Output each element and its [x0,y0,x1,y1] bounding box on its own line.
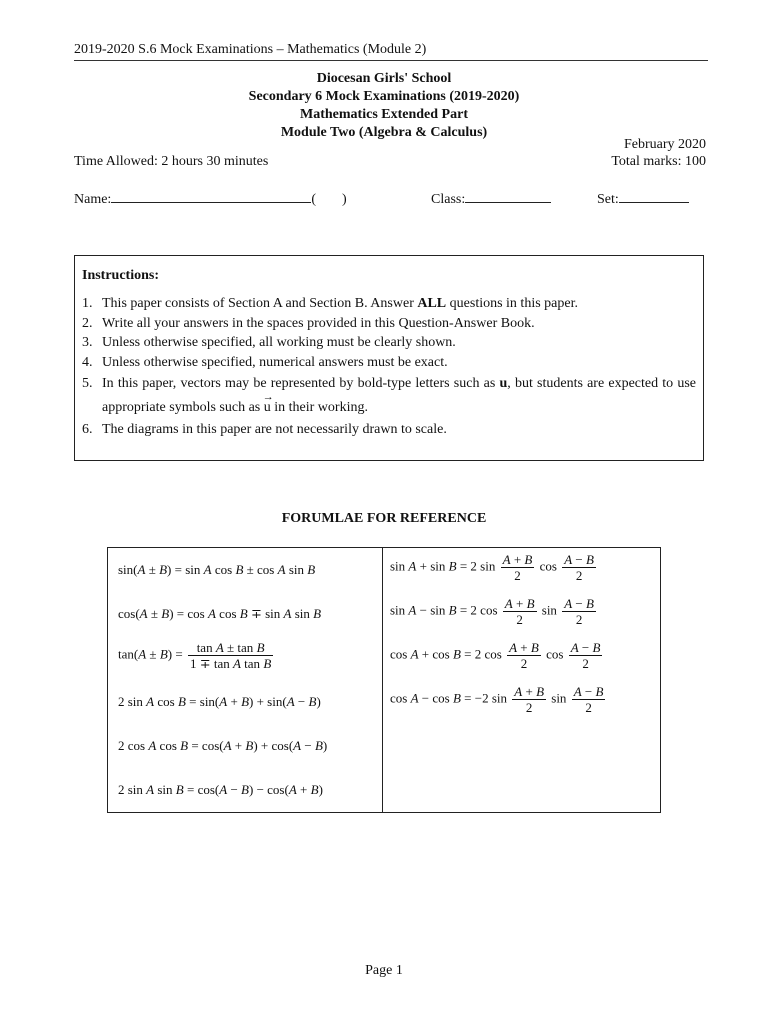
formula-2coscos: 2 cos A cos B = cos(A + B) + cos(A − B) [118,738,328,753]
instruction-item: 2. Write all your answers in the spaces provided in this Question-Answer Book. [82,315,535,331]
formulae-column-divider [382,548,383,812]
instructions-list [82,294,696,440]
name-label: Name: [74,192,112,207]
index-paren-close: ) [342,192,347,207]
instructions-box [74,255,704,461]
formulae-table [107,547,661,813]
instruction-item: 3. Unless otherwise specified, all working must be clearly shown. [82,335,456,350]
exam-title: Secondary 6 Mock Examinations (2019-2020) [248,89,520,104]
instruction-item: 4. Unless otherwise specified, numerical answers must be exact. [82,354,448,370]
formula-sin-sum: sin(A ± B) = sin A cos B ± cos A sin B [118,562,316,577]
instructions-heading: Instructions: [82,268,160,283]
class-blank[interactable] [465,188,551,203]
vector-u-symbol: → u [264,396,271,420]
module-title: Module Two (Algebra & Calculus) [280,125,488,140]
instruction-item: 6. The diagrams in this paper are not necessarily drawn to scale. [82,422,447,437]
subject-title: Mathematics Extended Part [300,107,468,122]
formula-cos-plus-cos: cos A + cos B = 2 cos $\frac{A + B}{2}$ cos $\frac{A - B}{2}$ [390,640,601,671]
formula-cos-minus-cos: cos A − cos B = −2 sin $\frac{A + B}{2}$ sin $\frac{A - B}{2}$ [390,684,604,715]
formula-cos-sum: cos(A ± B) = cos A cos B ∓ sin A sin B [118,606,322,621]
formula-sin-minus-sin: sin A − sin B = 2 cos $\frac{A + B}{2}$ sin $\frac{A - B}{2}$ [390,596,594,627]
header-rule [74,60,708,61]
title-block [74,70,694,142]
set-field [597,188,689,208]
name-blank[interactable] [111,188,311,203]
instruction-item: 1. This paper consists of Section A and Section B. Answer ALL questions in this paper. [82,296,578,311]
class-field [431,188,551,208]
total-marks: Total marks: 100 [611,154,706,169]
formula-sin-plus-sin: sin A + sin B = 2 sin $\frac{A + B}{2}$ cos $\frac{A - B}{2}$ [390,552,594,583]
class-label: Class: [431,192,466,207]
index-paren-open: ( [311,192,316,207]
exam-date: February 2020 [623,137,706,152]
running-header: 2019-2020 S.6 Mock Examinations – Mathematics (Module 2) [74,42,427,57]
name-field [74,188,347,208]
time-allowed: Time Allowed: 2 hours 30 minutes [74,154,269,169]
formula-2sinsin: 2 sin A sin B = cos(A − B) − cos(A + B) [118,782,323,797]
instruction-item: 5. In this paper, vectors may be represented by bold-type letters such as u, but students are expected to use appropriate symbols such as → u in their working. [82,372,696,420]
set-blank[interactable] [619,188,689,203]
school-name: Diocesan Girls' School [316,71,452,86]
page-number: Page 1 [365,963,403,978]
set-label: Set: [597,192,619,207]
formula-2sincos: 2 sin A cos B = sin(A + B) + sin(A − B) [118,694,321,709]
formulae-heading: FORUMLAE FOR REFERENCE [281,511,487,526]
formula-tan-sum: tan(A ± B) = $\frac{\text{tan A ± tan B}}{\text{1 ∓ tan A tan B}}$ [118,640,272,671]
